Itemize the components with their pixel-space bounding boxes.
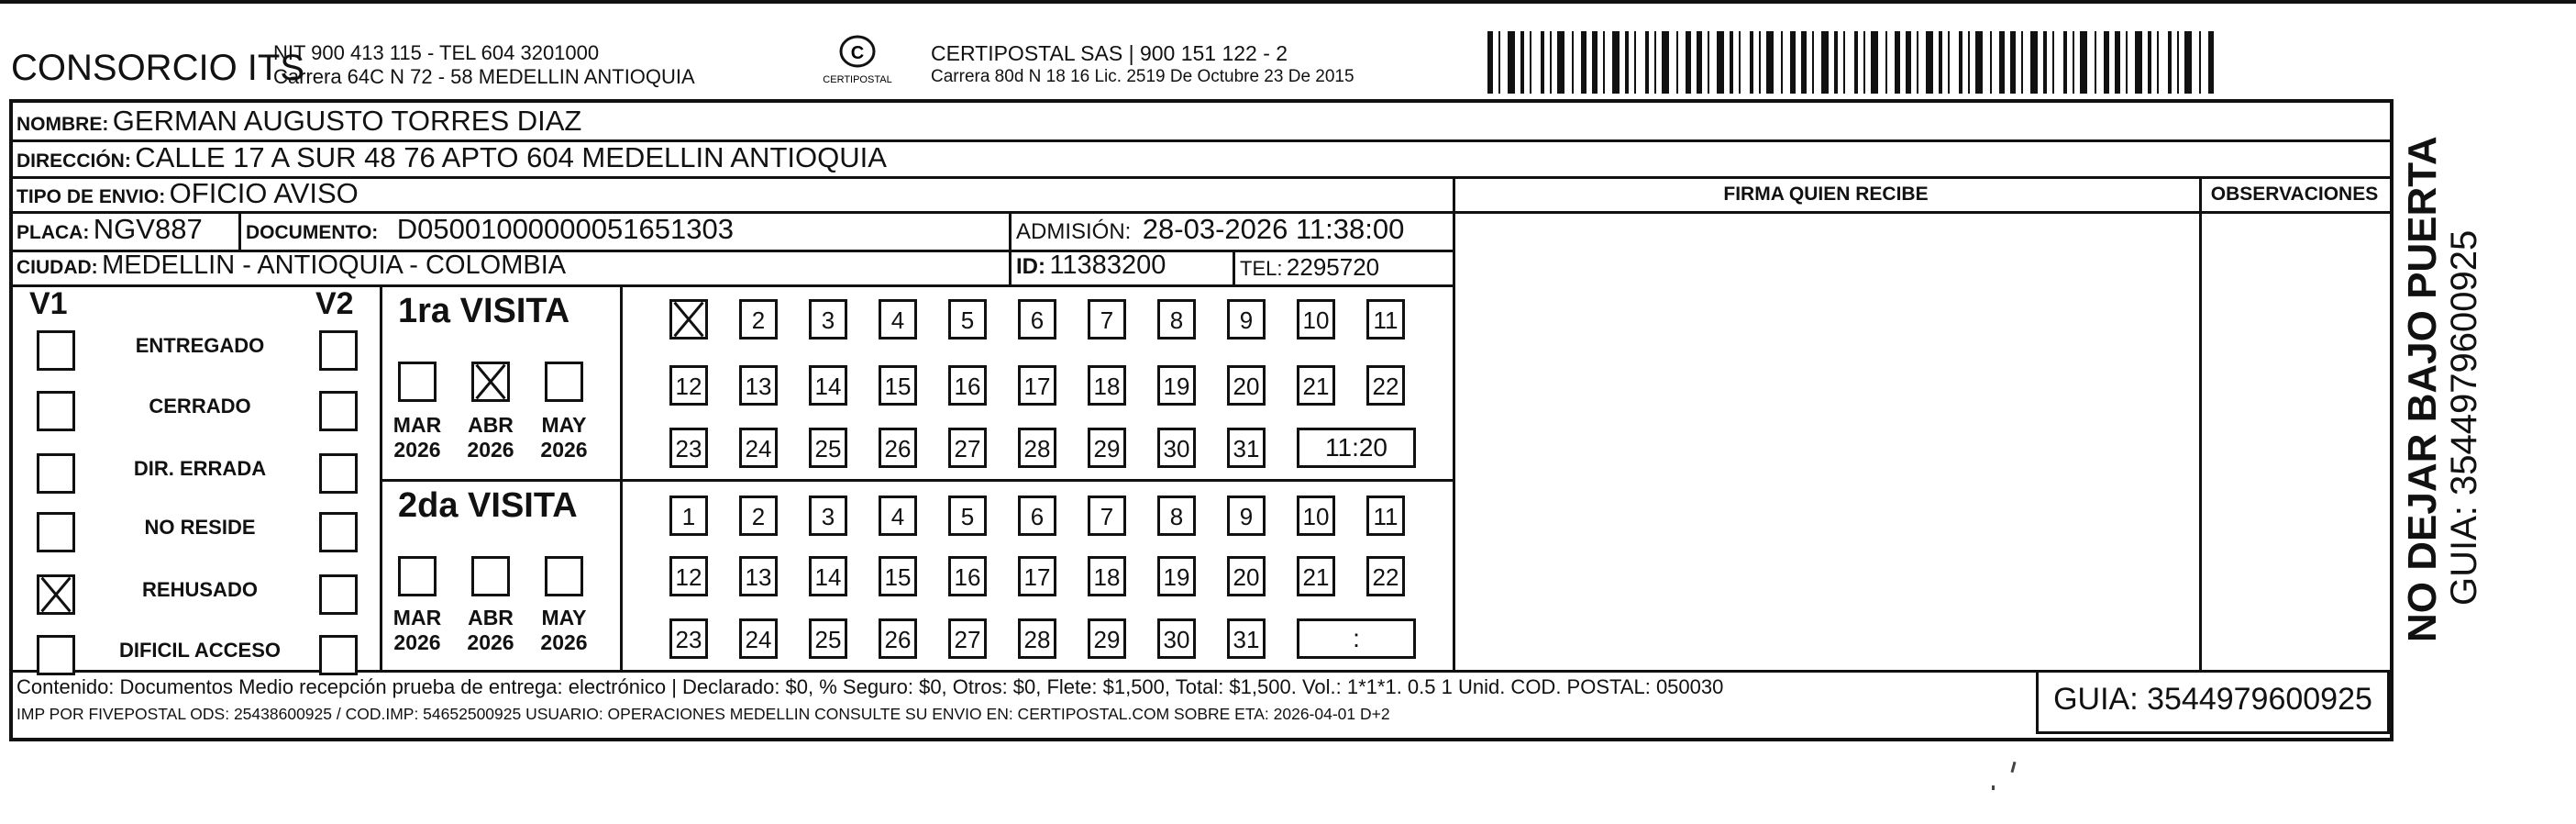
first-visit-day-15[interactable]: 15	[879, 365, 917, 406]
v2-checkbox-cerrado[interactable]	[319, 391, 358, 431]
first-visit-day-8[interactable]: 8	[1157, 299, 1196, 340]
first-visit-day-30[interactable]: 30	[1157, 428, 1196, 468]
logo-text: CERTIPOSTAL	[823, 74, 892, 85]
second-visit-month-may-checkbox[interactable]	[545, 556, 583, 596]
certipostal-logo	[807, 31, 908, 92]
barcode-bar	[1975, 31, 1983, 94]
barcode-bar	[1926, 31, 1933, 94]
reason-label: REHUSADO	[142, 578, 258, 601]
ciudad-value: MEDELLIN - ANTIOQUIA - COLOMBIA	[102, 251, 567, 280]
barcode-bar	[1708, 31, 1709, 94]
v2-header: V2	[315, 286, 354, 321]
barcode-bar	[1520, 31, 1524, 94]
first-visit-day-3[interactable]: 3	[809, 299, 847, 340]
barcode-bar	[2030, 31, 2038, 94]
barcode-bar	[2199, 31, 2201, 94]
barcode-bar	[1843, 31, 1845, 94]
barcode-bar	[1871, 31, 1878, 94]
tipo-row	[17, 177, 359, 210]
first-visit-day-10[interactable]: 10	[1297, 299, 1335, 340]
first-visit-month-label	[463, 413, 518, 462]
barcode-bar	[1572, 31, 1574, 94]
barcode-bar	[1781, 31, 1783, 94]
v1-checkbox-dificil-acceso[interactable]	[37, 635, 75, 675]
id-value: 11383200	[1049, 251, 1166, 280]
admision-value: 28-03-2026 11:38:00	[1142, 213, 1405, 245]
barcode-bar	[1625, 31, 1629, 94]
direccion-value: CALLE 17 A SUR 48 76 APTO 604 MEDELLIN ANTIOQUIA	[135, 141, 887, 173]
barcode-bar	[1717, 31, 1724, 94]
first-visit-day-13[interactable]: 13	[739, 365, 778, 406]
second-visit-day-30[interactable]: 30	[1157, 618, 1196, 659]
barcode	[1486, 31, 2219, 94]
second-visit-day-6[interactable]: 6	[1018, 496, 1056, 536]
v2-checkbox-no-reside[interactable]	[319, 512, 358, 552]
carrier-line2: Carrera 80d N 18 16 Lic. 2519 De Octubre 23 De 2015	[931, 67, 1354, 86]
month-year: 2026	[540, 438, 588, 462]
barcode-bar	[1508, 31, 1515, 94]
id-row	[1016, 251, 1166, 281]
second-visit-day-20[interactable]: 20	[1227, 556, 1266, 596]
barcode-bar	[1948, 31, 1950, 94]
barcode-bar	[2104, 31, 2109, 94]
firma-header: FIRMA QUIEN RECIBE	[1723, 184, 1929, 205]
second-visit-day-17[interactable]: 17	[1018, 556, 1056, 596]
top-rule	[0, 0, 2576, 4]
company-name: CONSORCIO ITS	[11, 48, 305, 88]
first-visit-day-20[interactable]: 20	[1227, 365, 1266, 406]
barcode-bar	[2148, 31, 2151, 94]
documento-value: D05001000000051651303	[396, 213, 734, 245]
barcode-bar	[1968, 31, 1970, 94]
barcode-bar	[2095, 31, 2096, 94]
barcode-bar	[2010, 31, 2016, 94]
month-year: 2026	[540, 630, 588, 654]
stray-mark	[2010, 762, 2016, 773]
v1-header: V1	[29, 286, 68, 321]
v1-checkbox-entregado[interactable]	[37, 330, 75, 371]
second-visit-day-15[interactable]: 15	[879, 556, 917, 596]
barcode-bar	[1999, 31, 2005, 94]
second-visit-day-8[interactable]: 8	[1157, 496, 1196, 536]
first-visit-month-mar-checkbox[interactable]	[398, 362, 437, 402]
second-visit-day-4[interactable]: 4	[879, 496, 917, 536]
barcode-bar	[1990, 31, 1992, 94]
barcode-bar	[1863, 31, 1865, 94]
first-visit-day-31[interactable]: 31	[1227, 428, 1266, 468]
second-visit-day-9[interactable]: 9	[1227, 496, 1266, 536]
second-visit-day-16[interactable]: 16	[948, 556, 987, 596]
barcode-bar	[2063, 31, 2067, 94]
barcode-bar	[1498, 31, 1500, 94]
first-visit-day-17[interactable]: 17	[1018, 365, 1056, 406]
v2-checkbox-rehusado[interactable]	[319, 574, 358, 615]
month-year: 2026	[467, 438, 514, 462]
first-visit-day-12[interactable]: 12	[669, 365, 708, 406]
second-visit-month-label	[463, 606, 518, 655]
barcode-bar	[1834, 31, 1838, 94]
first-visit-day-28[interactable]: 28	[1018, 428, 1056, 468]
month-year: 2026	[393, 438, 441, 462]
barcode-bar	[1645, 31, 1649, 94]
first-visit-day-23[interactable]: 23	[669, 428, 708, 468]
v1-checkbox-cerrado[interactable]	[37, 391, 75, 431]
barcode-bar	[1939, 31, 1942, 94]
second-visit-day-18[interactable]: 18	[1088, 556, 1126, 596]
barcode-bar	[1739, 31, 1741, 94]
barcode-bar	[1557, 31, 1564, 94]
side-text	[2401, 0, 2483, 642]
nombre-label: NOMBRE:	[17, 114, 109, 135]
barcode-bar	[1530, 31, 1531, 94]
first-visit-day-27[interactable]: 27	[948, 428, 987, 468]
direccion-label: DIRECCIÓN:	[17, 150, 131, 172]
tel-value: 2295720	[1286, 253, 1380, 281]
tel-label: TEL:	[1240, 257, 1283, 280]
month-year: 2026	[393, 630, 441, 654]
v1-checkbox-rehusado[interactable]	[37, 574, 75, 615]
side-warning: NO DEJAR BAJO PUERTA	[2400, 136, 2445, 642]
second-visit-day-28[interactable]: 28	[1018, 618, 1056, 659]
placa-value: NGV887	[93, 213, 203, 245]
first-visit-time-box[interactable]: 11:20	[1297, 428, 1416, 468]
barcode-bar	[2184, 31, 2192, 94]
first-visit-month-may-checkbox[interactable]	[545, 362, 583, 402]
barcode-bar	[1612, 31, 1620, 94]
second-visit-day-22[interactable]: 22	[1366, 556, 1405, 596]
tel-row	[1240, 253, 1379, 282]
second-visit-month-label	[536, 606, 591, 655]
first-visit-day-29[interactable]: 29	[1088, 428, 1126, 468]
ciudad-label: CIUDAD:	[17, 257, 98, 278]
barcode-bar	[1801, 31, 1807, 94]
placa-label: PLACA:	[17, 222, 90, 243]
first-visit-day-18[interactable]: 18	[1088, 365, 1126, 406]
first-visit-month-label	[390, 413, 445, 462]
v1-checkbox-dir-errada[interactable]	[37, 453, 75, 494]
barcode-bar	[2052, 31, 2054, 94]
month-name: MAY	[541, 606, 587, 629]
reason-label: NO RESIDE	[144, 516, 256, 539]
second-visit-day-27[interactable]: 27	[948, 618, 987, 659]
second-visit-month-label	[390, 606, 445, 655]
side-guia: GUIA: 3544979600925	[2444, 229, 2484, 606]
first-visit-day-6[interactable]: 6	[1018, 299, 1056, 340]
barcode-bar	[1750, 31, 1753, 94]
svg-text:C: C	[850, 43, 865, 63]
reason-label: CERRADO	[149, 395, 251, 418]
second-visit-day-29[interactable]: 29	[1088, 618, 1126, 659]
second-visit-day-31[interactable]: 31	[1227, 618, 1266, 659]
second-visit-day-23[interactable]: 23	[669, 618, 708, 659]
company-info-line2: Carrera 64C N 72 - 58 MEDELLIN ANTIOQUIA	[273, 65, 695, 88]
first-visit-day-1[interactable]	[669, 299, 708, 340]
first-visit-day-14[interactable]: 14	[809, 365, 847, 406]
nombre-value: GERMAN AUGUSTO TORRES DIAZ	[112, 105, 582, 137]
reason-label: DIFICIL ACCESO	[118, 639, 281, 662]
delivery-form	[9, 99, 2394, 741]
barcode-bar	[1686, 31, 1691, 94]
barcode-bar	[1790, 31, 1796, 94]
barcode-bar	[1541, 31, 1544, 94]
stray-mark	[1992, 785, 1995, 790]
documento-label: DOCUMENTO:	[246, 222, 379, 243]
barcode-bar	[1730, 31, 1733, 94]
barcode-bar	[1654, 31, 1656, 94]
barcode-bar	[2115, 31, 2120, 94]
barcode-bar	[1592, 31, 1598, 94]
reason-label: DIR. ERRADA	[133, 457, 267, 480]
second-visit-day-3[interactable]: 3	[809, 496, 847, 536]
barcode-bar	[1581, 31, 1587, 94]
first-visit-day-26[interactable]: 26	[879, 428, 917, 468]
first-visit-month-abr-checkbox[interactable]	[471, 362, 510, 402]
nombre-row	[17, 105, 581, 138]
second-visit-month-mar-checkbox[interactable]	[398, 556, 437, 596]
second-visit-day-21[interactable]: 21	[1297, 556, 1335, 596]
second-visit-day-7[interactable]: 7	[1088, 496, 1126, 536]
barcode-bar	[2168, 31, 2172, 94]
second-visit-day-25[interactable]: 25	[809, 618, 847, 659]
first-visit-month-label	[536, 413, 591, 462]
company-info-line1: NIT 900 413 115 - TEL 604 3201000	[273, 41, 600, 64]
ciudad-row	[17, 251, 566, 281]
imp-text: IMP POR FIVEPOSTAL ODS: 25438600925 / COD.IMP: 54652500925 USUARIO: OPERACIONES MEDELLIN CONSULTE SU ENVIO EN: CERTIPOSTAL.COM SOBRE ETA: 2026-04-01 D+2	[17, 705, 1390, 723]
barcode-bar	[1676, 31, 1678, 94]
v1-checkbox-no-reside[interactable]	[37, 512, 75, 552]
barcode-bar	[1959, 31, 1962, 94]
second-visit-day-10[interactable]: 10	[1297, 496, 1335, 536]
barcode-bar	[1917, 31, 1918, 94]
month-name: ABR	[468, 413, 514, 437]
id-label: ID:	[1016, 254, 1045, 279]
first-visit-day-19[interactable]: 19	[1157, 365, 1196, 406]
barcode-bar	[1759, 31, 1761, 94]
second-visit-day-1[interactable]: 1	[669, 496, 708, 536]
barcode-bar	[2135, 31, 2142, 94]
first-visit-title: 1ra VISITA	[398, 292, 570, 330]
documento-row	[246, 213, 734, 246]
first-visit-day-22[interactable]: 22	[1366, 365, 1405, 406]
observaciones-header: OBSERVACIONES	[2210, 184, 2379, 205]
barcode-bar	[1854, 31, 1858, 94]
second-visit-day-26[interactable]: 26	[879, 618, 917, 659]
first-visit-day-24[interactable]: 24	[739, 428, 778, 468]
carrier-line1: CERTIPOSTAL SAS | 900 151 122 - 2	[931, 41, 1288, 65]
reason-label: ENTREGADO	[135, 334, 265, 357]
barcode-bar	[2208, 31, 2214, 94]
barcode-bar	[2080, 31, 2087, 94]
first-visit-day-25[interactable]: 25	[809, 428, 847, 468]
barcode-bar	[1766, 31, 1774, 94]
barcode-bar	[2177, 31, 2179, 94]
second-visit-day-12[interactable]: 12	[669, 556, 708, 596]
v2-checkbox-entregado[interactable]	[319, 330, 358, 371]
barcode-bar	[1885, 31, 1887, 94]
first-visit-day-7[interactable]: 7	[1088, 299, 1126, 340]
barcode-bar	[1906, 31, 1911, 94]
admision-row	[1016, 213, 1404, 246]
second-visit-day-11[interactable]: 11	[1366, 496, 1405, 536]
barcode-bar	[1662, 31, 1669, 94]
first-visit-day-11[interactable]: 11	[1366, 299, 1405, 340]
second-visit-time-box[interactable]: :	[1297, 618, 1416, 659]
first-visit-day-21[interactable]: 21	[1297, 365, 1335, 406]
first-visit-day-5[interactable]: 5	[948, 299, 987, 340]
first-visit-day-16[interactable]: 16	[948, 365, 987, 406]
month-name: MAR	[392, 606, 442, 629]
second-visit-day-5[interactable]: 5	[948, 496, 987, 536]
second-visit-day-14[interactable]: 14	[809, 556, 847, 596]
barcode-bar	[1550, 31, 1552, 94]
barcode-bar	[1821, 31, 1829, 94]
tipo-value: OFICIO AVISO	[169, 177, 359, 209]
v2-checkbox-dificil-acceso[interactable]	[319, 635, 358, 675]
barcode-bar	[1634, 31, 1636, 94]
month-name: MAR	[392, 413, 442, 437]
month-name: ABR	[468, 606, 514, 629]
second-visit-title: 2da VISITA	[398, 486, 578, 525]
direccion-row	[17, 141, 887, 174]
barcode-bar	[2073, 31, 2074, 94]
admision-label: ADMISIÓN:	[1016, 219, 1132, 244]
first-visit-day-9[interactable]: 9	[1227, 299, 1266, 340]
barcode-bar	[2021, 31, 2023, 94]
barcode-bar	[2126, 31, 2128, 94]
month-year: 2026	[467, 630, 514, 654]
second-visit-day-19[interactable]: 19	[1157, 556, 1196, 596]
first-visit-day-4[interactable]: 4	[879, 299, 917, 340]
barcode-bar	[2043, 31, 2047, 94]
barcode-bar	[1487, 31, 1493, 94]
v2-checkbox-dir-errada[interactable]	[319, 453, 358, 494]
barcode-bar	[1697, 31, 1702, 94]
tipo-label: TIPO DE ENVIO:	[17, 186, 166, 207]
first-visit-day-2[interactable]: 2	[739, 299, 778, 340]
second-visit-day-2[interactable]: 2	[739, 496, 778, 536]
barcode-bar	[2157, 31, 2159, 94]
barcode-bar	[1812, 31, 1814, 94]
placa-row	[17, 213, 203, 246]
month-name: MAY	[541, 413, 587, 437]
footer-guia: GUIA: 3544979600925	[2036, 670, 2390, 734]
contenido-text: Contenido: Documentos Medio recepción prueba de entrega: electrónico | Declarado: $0, % Seguro: $0, Otros: $0, Flete: $1,500, Total: $1,500. Vol.: 1*1*1. 0.5 1 Unid. COD. POSTAL: 050030	[17, 675, 1724, 698]
second-visit-day-24[interactable]: 24	[739, 618, 778, 659]
second-visit-day-13[interactable]: 13	[739, 556, 778, 596]
second-visit-month-abr-checkbox[interactable]	[471, 556, 510, 596]
barcode-bar	[1603, 31, 1605, 94]
barcode-bar	[1895, 31, 1900, 94]
